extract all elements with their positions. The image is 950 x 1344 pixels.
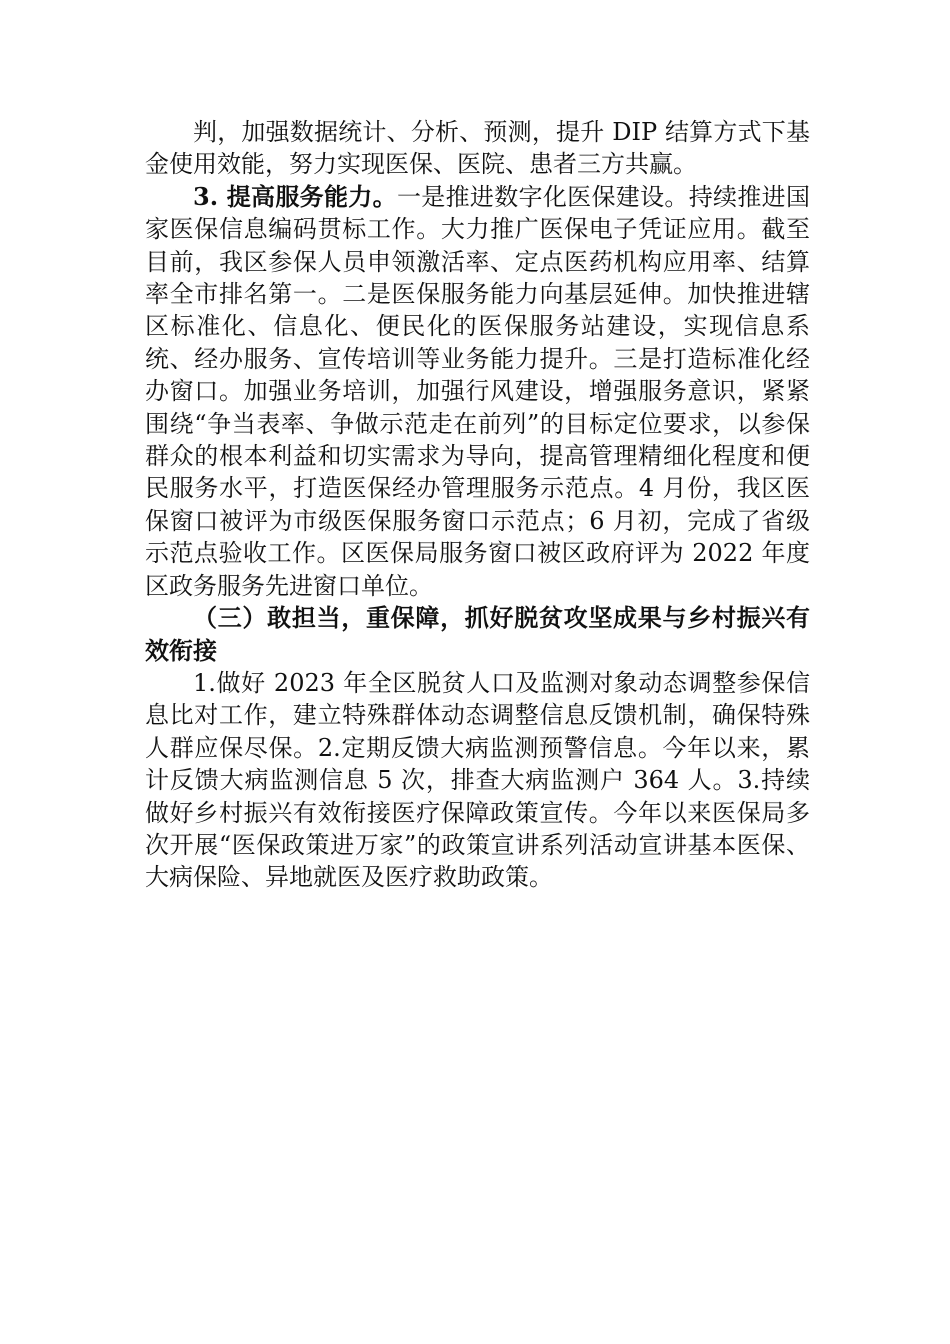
section-heading: （三）敢担当，重保障，抓好脱贫攻坚成果与乡村振兴有效衔接 bbox=[145, 603, 810, 665]
paragraph-continuation: 判，加强数据统计、分析、预测，提升 DIP 结算方式下基金使用效能，努力实现医保、医院、患者三方共赢。 bbox=[145, 118, 810, 179]
paragraph-lead-heading: 3. 提高服务能力。 bbox=[193, 181, 397, 211]
document-body bbox=[145, 116, 810, 894]
paragraph-service-capacity bbox=[145, 181, 810, 602]
paragraph-body-text: 一是推进数字化医保建设。持续推进国家医保信息编码贯标工作。大力推广医保电子凭证应用。截至目前，我区参保人员申领激活率、定点医药机构应用率、结算率全市排名第一。二是医保服务能力向基层延伸。加快推进辖区标准化、信息化、便民化的医保服务站建设，实现信息系统、经办服务、宣传培训等业务能力提升。三是打造标准化经办窗口。加强业务培训，加强行风建设，增强服务意识，紧紧围绕“争当表率、争做示范走在前列”的目标定位要求，以参保群众的根本利益和切实需求为导向，提高管理精细化程度和便民服务水平，打造医保经办管理服务示范点。4 月份，我区医保窗口被评为市级医保服务窗口示范点；6 月初，完成了省级示范点验收工作。区医保局服务窗口被区政府评为 2022 年度区政务服务先进窗口单位。 bbox=[145, 182, 810, 600]
paragraph-poverty-alleviation: 1.做好 2023 年全区脱贫人口及监测对象动态调整参保信息比对工作，建立特殊群体动态调整信息反馈机制，确保特殊人群应保尽保。2.定期反馈大病监测预警信息。今年以来，累计反馈大病监测信息 5 次，排查大病监测户 364 人。3.持续做好乡村振兴有效衔接医疗保障政策宣传。今年以来医保局多次开展“医保政策进万家”的政策宣讲系列活动宣讲基本医保、大病保险、异地就医及医疗救助政策。 bbox=[145, 668, 810, 892]
